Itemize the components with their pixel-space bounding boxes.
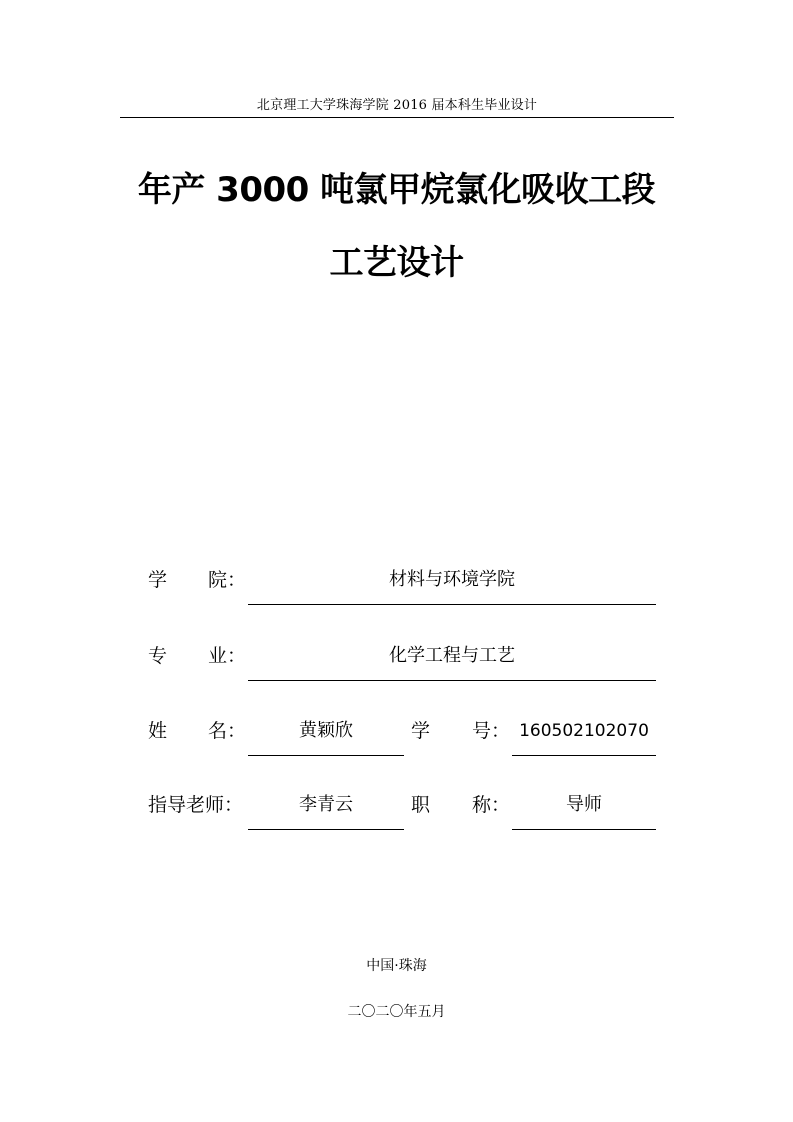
name-value: 黄颖欣	[299, 720, 353, 741]
college-label-a: 学	[148, 569, 168, 591]
advisor-underline	[248, 829, 404, 830]
name-label-b: 名：	[208, 720, 247, 742]
title-line-1: 年产 3000 吨氯甲烷氯化吸收工段	[137, 170, 656, 210]
title-value: 导师	[566, 794, 602, 815]
student-id-label-a: 学	[411, 720, 431, 742]
header-rule	[120, 117, 674, 118]
name-underline	[248, 755, 404, 756]
college-underline	[248, 604, 656, 605]
header-text: 北京理工大学珠海学院 2016 届本科生毕业设计	[256, 98, 538, 113]
advisor-value: 李青云	[299, 794, 353, 815]
student-id-label-b: 号：	[472, 720, 511, 742]
footer-place: 中国·珠海	[366, 958, 427, 974]
footer-date: 二〇二〇年五月	[347, 1004, 446, 1020]
major-label-a: 专	[148, 645, 168, 667]
college-label-b: 院：	[208, 569, 247, 591]
title-line-2: 工艺设计	[329, 243, 464, 283]
title-label-b: 称：	[472, 794, 511, 816]
title-underline	[512, 829, 656, 830]
name-label-a: 姓	[148, 720, 168, 742]
major-value: 化学工程与工艺	[389, 645, 515, 666]
advisor-label: 指导老师：	[148, 794, 244, 816]
major-label-b: 业：	[208, 645, 247, 667]
college-value: 材料与环境学院	[389, 569, 515, 590]
student-id-underline	[512, 755, 656, 756]
major-underline	[248, 680, 656, 681]
student-id-value: 160502102070	[519, 721, 649, 741]
title-label-a: 职	[411, 794, 431, 816]
